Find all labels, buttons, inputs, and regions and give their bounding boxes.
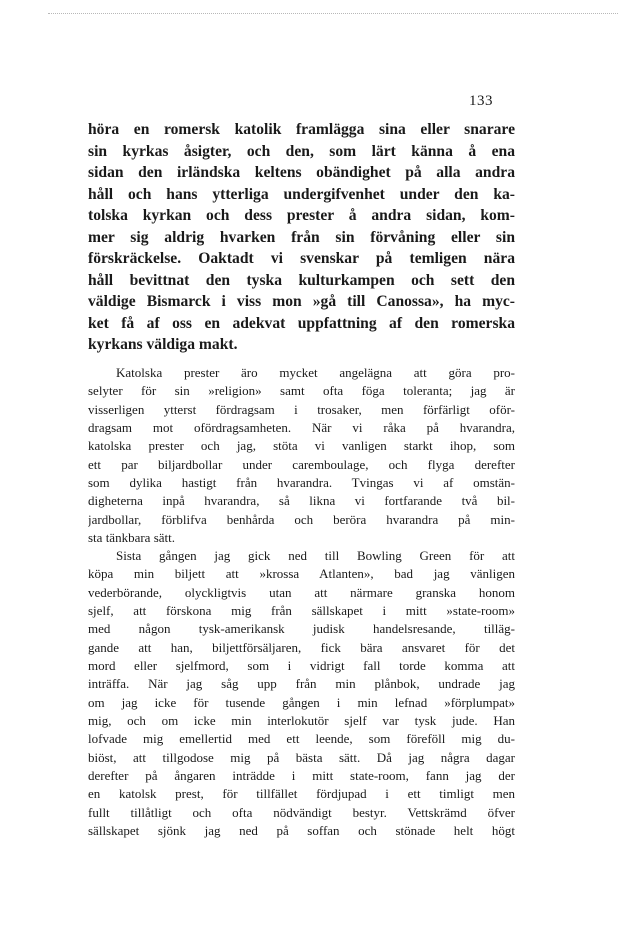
text-line: katolska prester och jag, stöta vi vanligen starkt ihop, som (88, 438, 515, 454)
text-line: mer sig aldrig hvarken från sin förvåning eller sin (88, 228, 515, 246)
text-line: digheterna inpå hvarandra, så likna vi fortfarande två bil- (88, 493, 515, 509)
text-line: köpa min biljett att »krossa Atlanten», bad jag vänligen (88, 566, 515, 582)
text-line: kyrkans väldiga makt. (88, 336, 238, 353)
text-line: Katolska prester äro mycket angelägna att göra pro- (116, 365, 515, 380)
page-number: 133 (469, 93, 493, 109)
text-line: sta tänkbara sätt. (88, 530, 175, 546)
text-line: om jag icke för tusende gången i min lefnad »förplumpat» (88, 694, 515, 710)
text-line: Sista gången jag gick ned till Bowling Green för att (116, 548, 515, 563)
text-line: sjelf, att förskona mig från sällskapet i mitt »state-room» (88, 603, 515, 619)
text-line: biöst, att tillgodose mig på bästa sätt. Då jag några dagar (88, 749, 515, 765)
text-line: fullt tillåtligt och ofta nödvändigt bestyr. Vettskrämd öfver (88, 804, 515, 820)
text-line: som dylika hastigt från hvarandra. Tvingas vi af omstän- (88, 475, 515, 491)
text-line: dragsam mot ofördragsamheten. När vi råka på hvarandra, (88, 420, 515, 436)
paragraph-3 (88, 547, 515, 841)
text-line: ket få af oss en adekvat uppfattning af den romerska (88, 314, 515, 332)
text-line: visserligen ytterst fördragsam i trosaker, men förfärligt oför- (88, 401, 515, 417)
text-line: med någon tysk-amerikansk judisk handelsresande, tilläg- (88, 621, 515, 637)
text-line: derefter på ångaren inträdde i mitt state-room, fann jag der (88, 768, 515, 784)
text-line: sin kyrkas åsigter, och den, som lärt känna å ena (88, 142, 515, 160)
text-line: selyter för sin »religion» samt ofta föga toleranta; jag är (88, 383, 515, 399)
text-line: förskräckelse. Oaktadt vi svenskar på temligen nära (88, 250, 515, 267)
text-line: gande att han, biljettförsäljaren, fick bära ansvaret för det (88, 639, 515, 655)
text-line: inträffa. När jag såg upp från min plånbok, undrade jag (88, 676, 515, 692)
text-line: en katolsk prest, för tillfället fördjupad i ett timligt men (88, 786, 515, 802)
top-edge-rule (48, 13, 618, 15)
text-line: väldige Bismarck i viss mon »gå till Canossa», ha myc- (88, 293, 515, 310)
paragraph-2 (88, 364, 515, 547)
text-line: höra en romersk katolik framlägga sina eller snarare (88, 121, 515, 138)
text-line: lofvade mig emellertid med ett leende, som föreföll mig du- (88, 731, 515, 747)
text-line: jardbollar, förblifva benhårda och beröra hvarandra på min- (88, 511, 515, 527)
text-line: mig, och om icke min interlokutör sjelf var tysk jude. Han (88, 713, 515, 729)
paragraph-1 (88, 119, 515, 356)
text-line: sidan den irländska keltens obändighet på alla andra (88, 164, 515, 181)
text-line: ett par biljardbollar under caremboulage, och flyga derefter (88, 456, 515, 472)
text-line: mord eller sjelfmord, som i vidrigt fall torde komma att (88, 658, 515, 674)
text-line: vederbörande, olyckligtvis utan att närmare granska honom (88, 584, 515, 600)
text-line: håll och hans ytterliga undergifvenhet under den ka- (88, 185, 515, 203)
text-line: håll bevittnat den tyska kulturkampen och sett den (88, 271, 515, 289)
text-line: tolska kyrkan och dess prester å andra sidan, kom- (88, 207, 515, 224)
text-line: sällskapet sjönk jag ned på soffan och stönade helt högt (88, 823, 515, 839)
